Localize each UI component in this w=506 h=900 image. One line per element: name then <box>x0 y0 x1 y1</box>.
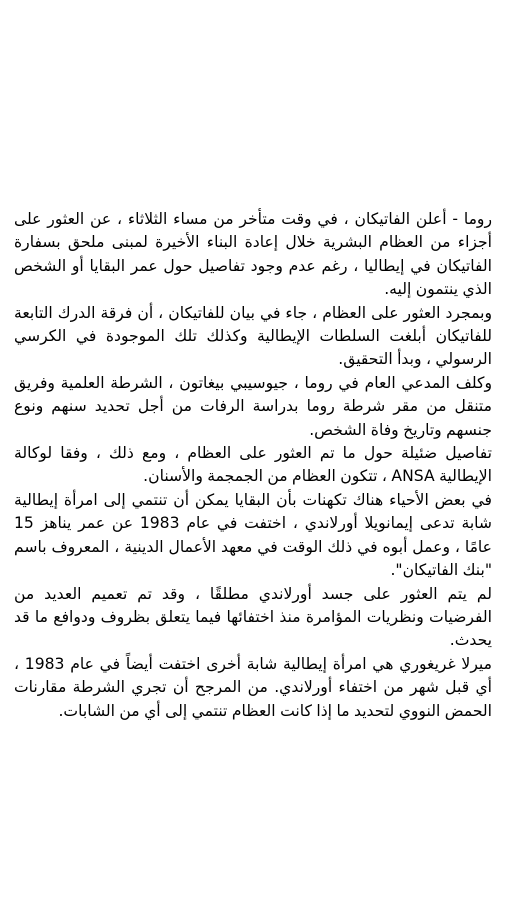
paragraph-5: في بعض الأحياء هناك تكهنات بأن البقايا يمكن أن تنتمي إلى امرأة إيطالية شابة تدعى إيمانويلا أورلاندي ، اختفت في عام 1983 عن عمر يناهز 15 عامًا ، وعمل أبوه في ذلك الوقت في معهد الأعمال الدينية ، المعروف باسم "بنك الفاتيكان". <box>14 490 492 580</box>
paragraph-3: وكلف المدعي العام في روما ، جيوسيبي بيغاتون ، الشرطة العلمية وفريق متنقل من مقر شرطة روما بدراسة الرفات من أجل تحديد سنهم ونوع جنسهم وتاريخ وفاة الشخص. <box>14 373 492 439</box>
paragraph-6: لم يتم العثور على جسد أورلاندي مطلقًا ، وقد تم تعميم العديد من الفرضيات ونظريات المؤامرة منذ اختفائها فيما يتعلق بظروف ودوافع ما قد يحدث. <box>14 584 492 650</box>
paragraph-7: ميرلا غريغوري هي امرأة إيطالية شابة أخرى اختفت أيضاً في عام 1983 ، أي قبل شهر من اختفاء أورلاندي. من المرجح أن تجري الشرطة مقارنات الحمض النووي لتحديد ما إذا كانت العظام تنتمي إلى أي من الشابات. <box>14 654 492 720</box>
article-text <box>14 208 492 723</box>
paragraph-4: تفاصيل ضئيلة حول ما تم العثور على العظام ، ومع ذلك ، وفقا لوكالة الإيطالية ANSA ، تتكون العظام من الجمجمة والأسنان. <box>14 444 492 486</box>
paragraph-1: روما - أعلن الفاتيكان ، في وقت متأخر من مساء الثلاثاء ، عن العثور على أجزاء من العظام البشرية خلال إعادة البناء الأخيرة لمبنى ملحق بسفارة الفاتيكان في إيطاليا ، رغم عدم وجود تفاصيل حول عمر البقايا أو الشخص الذي ينتمون إليه. <box>14 210 492 299</box>
paragraph-2: وبمجرد العثور على العظام ، جاء في بيان للفاتيكان ، أن فرقة الدرك التابعة للفاتيكان أبلغت السلطات الإيطالية وكذلك تلك الموجودة في الكرسي الرسولي ، وبدأ التحقيق. <box>14 303 492 369</box>
